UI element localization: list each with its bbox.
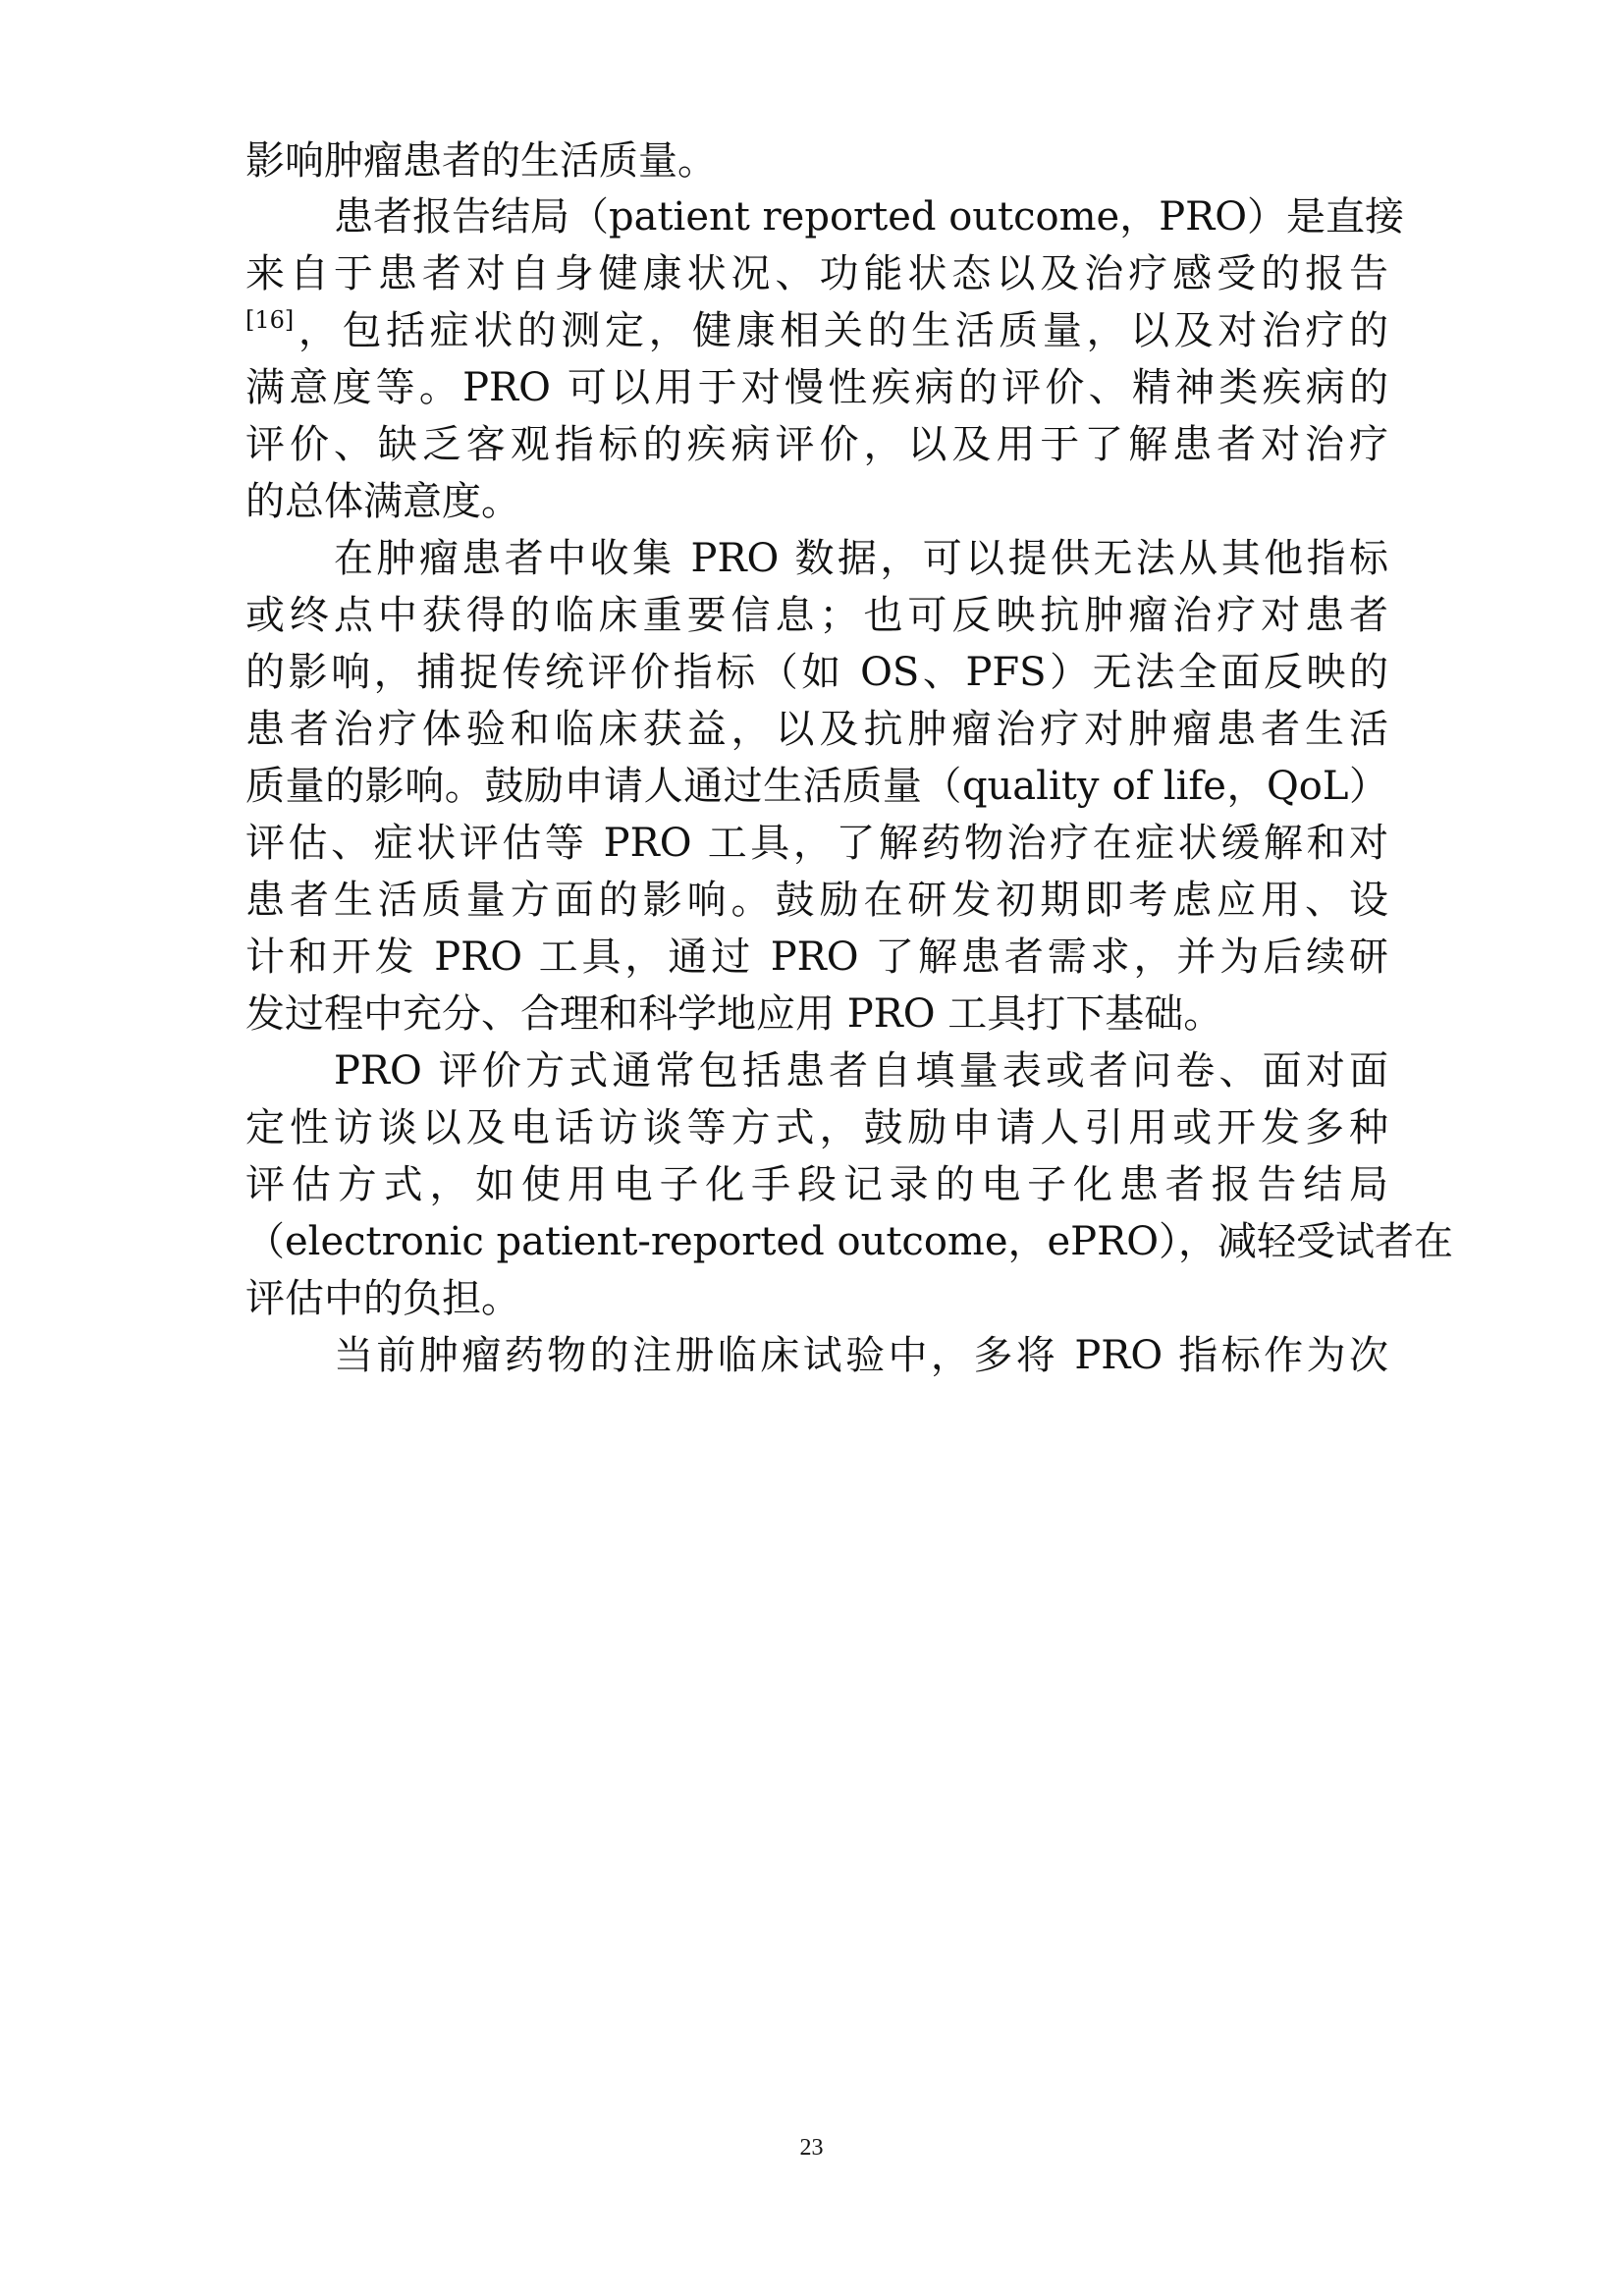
paragraph-first-line: 当前肿瘤药物的注册临床试验中，多将 PRO 指标作为次 xyxy=(334,1333,1388,1378)
text-line: 质量的影响。鼓励申请人通过生活质量（quality of life，QoL） xyxy=(245,764,1388,809)
citation-reference: [16] xyxy=(245,306,295,334)
text-line: 来自于患者对自身健康状况、功能状态以及治疗感受的报告 xyxy=(245,251,1388,296)
text-line-content: ，包括症状的测定，健康相关的生活质量，以及对治疗的 xyxy=(294,308,1388,353)
text-line: 满意度等。PRO 可以用于对慢性疾病的评价、精神类疾病的 xyxy=(245,365,1388,410)
text-line: 定性访谈以及电话访谈等方式，鼓励申请人引用或开发多种 xyxy=(245,1105,1388,1150)
text-line: 评估方式，如使用电子化手段记录的电子化患者报告结局 xyxy=(245,1162,1388,1207)
text-line: 的总体满意度。 xyxy=(245,479,520,524)
text-line: 评价、缺乏客观指标的疾病评价，以及用于了解患者对治疗 xyxy=(245,422,1388,467)
paragraph-first-line: PRO 评价方式通常包括患者自填量表或者问卷、面对面 xyxy=(334,1048,1388,1094)
text-line-with-citation xyxy=(245,303,1388,358)
page-number: 23 xyxy=(799,2135,824,2161)
text-line: 评估中的负担。 xyxy=(245,1276,520,1321)
text-line: 患者生活质量方面的影响。鼓励在研发初期即考虑应用、设 xyxy=(245,878,1388,923)
text-line: 发过程中充分、合理和科学地应用 PRO 工具打下基础。 xyxy=(245,991,1223,1037)
text-line: （electronic patient-reported outcome，ePRO），减轻受试者在 xyxy=(245,1219,1453,1264)
text-line: 患者治疗体验和临床获益，以及抗肿瘤治疗对肿瘤患者生活 xyxy=(245,707,1388,752)
paragraph-first-line: 在肿瘤患者中收集 PRO 数据，可以提供无法从其他指标 xyxy=(334,536,1388,581)
paragraph-first-line: 患者报告结局（patient reported outcome，PRO）是直接 xyxy=(334,194,1405,240)
text-line: 的影响，捕捉传统评价指标（如 OS、PFS）无法全面反映的 xyxy=(245,650,1388,695)
text-line: 计和开发 PRO 工具，通过 PRO 了解患者需求，并为后续研 xyxy=(245,934,1388,980)
text-line: 评估、症状评估等 PRO 工具，了解药物治疗在症状缓解和对 xyxy=(245,821,1388,866)
text-line: 影响肿瘤患者的生活质量。 xyxy=(245,138,717,184)
text-line: 或终点中获得的临床重要信息；也可反映抗肿瘤治疗对患者 xyxy=(245,593,1388,638)
